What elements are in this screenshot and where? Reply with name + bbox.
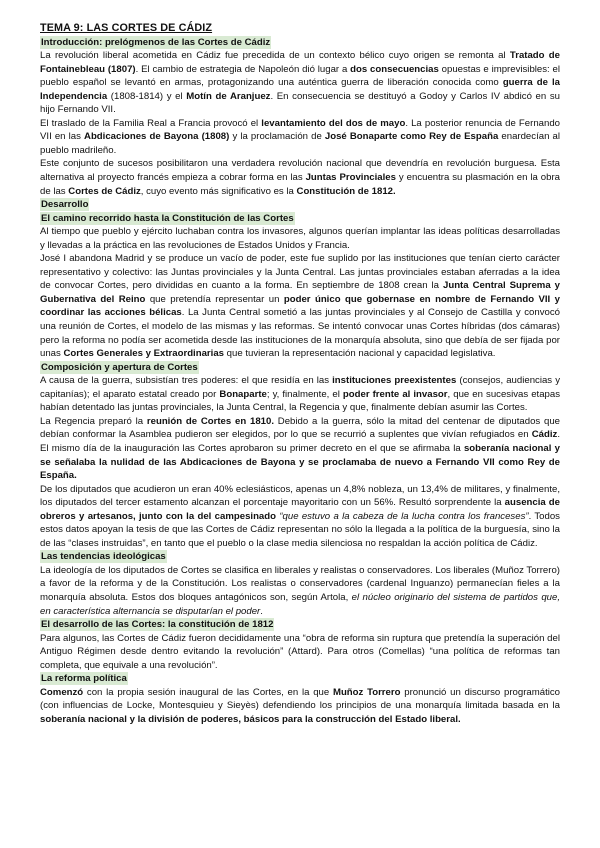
section-heading-text: Composición y apertura de Cortes [41, 361, 198, 373]
text-run: Para algunos, las Cortes de Cádiz fueron decididamente una “obra de reforma sin ruptura que pretendía la superación del Antiguo Régimen desde dentro evitando la revolución” (Attard). Para otros (Comellas) “una política de reformas tan completa, que equivale a una revolución”. [40, 632, 560, 671]
text-run: . La posterior renuncia de Fernando VII en las [40, 117, 561, 143]
section-heading-text: La reforma política [41, 673, 127, 685]
paragraph [40, 374, 560, 415]
bold-text-run: soberanía nacional y se señalaba la nulidad de las Abdicaciones de Bayona y se proclamaba de nuevo a Fernando VII como Rey de España. [40, 442, 560, 482]
text-run: , cuyo evento más significativo es la [140, 185, 297, 197]
text-run: . El mismo día de la inauguración las Cortes aprobaron su primer decreto en el que se afirmaba la [40, 429, 560, 454]
text-run: que tuvieran la representación nacional y capacidad legislativa. [224, 348, 496, 360]
text-run: pronunció un discurso programático (con influencias de Locke, Montesquieu y Sieyès) defendiendo los principios de una monarquía limitada basada en la [40, 686, 560, 712]
text-run: Al tiempo que pueblo y ejército luchaban contra los invasores, algunos querían implantar las ideas políticas desarrolladas y llevadas a la práctica en las revoluciones de Estados Unidos y Francia. [40, 226, 560, 251]
text-run: El traslado de la Familia Real a Francia provocó el [40, 117, 262, 129]
text-run: . La Junta Central sometió a las juntas provinciales y al Consejo de Castilla y convocó una reunión de Cortes, el modelo de las mismas y las reformas. Se intentó convocar unas Cortes híbridas (dos cámaras) pero la reforma no podía ser acometida desde las instituciones de la monarquía absoluta, sino que debía de ser fijada por unas [40, 307, 560, 360]
bold-text-run: José Bonaparte como Rey de España [324, 131, 499, 143]
bold-text-run: guerra de la Independencia [40, 77, 560, 102]
text-run: (1808-1814) y el [107, 90, 187, 102]
bold-text-run: poder único que gobernase en nombre de Fernando VII y coordinar las acciones bélicas [40, 293, 560, 319]
bold-text-run: Muñoz Torrero [332, 686, 401, 698]
section-heading-introduccion [40, 36, 560, 50]
bold-text-run: levantamiento del dos de mayo [261, 117, 406, 129]
section-heading-text: El camino recorrido hasta la Constitución de las Cortes [41, 212, 294, 224]
text-run: A causa de la guerra, subsistían tres poderes: el que residía en las [40, 375, 333, 387]
section-heading-text: El desarrollo de las Cortes: la constitución de 1812 [41, 619, 274, 631]
bold-text-run: instituciones preexistentes [332, 375, 457, 387]
section-heading-desarrollo [40, 198, 560, 212]
text-run: ; y, finalmente, el [266, 388, 343, 400]
text-run: . Todos estos datos apoyan la tesis de que las Cortes de Cádiz representan no sólo la llegada a la política de la burguesía, sino la de las “clases instruidas”, en tanto que el pueblo o la clase media silenciosa no respaldan la acción política de Cádiz. [40, 510, 560, 549]
paragraph [40, 564, 560, 618]
paragraph [40, 252, 560, 360]
text-run: y la proclamación de [229, 131, 325, 143]
text-run: Debido a la guerra, sólo la mitad del centenar de diputados que debían conformar la Asamblea pudieron ser elegidos, por lo que se recurrió a suplentes que vivían refugiados en [40, 415, 560, 441]
bold-text-run: Constitución de 1812. [296, 185, 396, 197]
paragraph [40, 632, 560, 673]
bold-text-run: ausencia de obreros y artesanos, junto con la del campesinado [40, 497, 560, 522]
bold-text-run: dos consecuencias [350, 63, 439, 75]
bold-text-run: Motín de Aranjuez [186, 90, 271, 102]
bold-text-run: poder frente al invasor [342, 388, 448, 400]
text-run: con la propia sesión inaugural de las Cortes, en la que [83, 686, 333, 698]
section-heading-desarrollo-cortes-1812 [40, 618, 560, 632]
text-run: que pretendía representar un [145, 293, 284, 305]
text-run: . [260, 605, 263, 617]
text-run: enardecían al pueblo madrileño. [40, 131, 560, 156]
paragraph [40, 49, 560, 117]
bold-text-run: Cortes Generales y Extraordinarias [63, 348, 224, 360]
paragraph [40, 483, 560, 551]
section-heading-text: Las tendencias ideológicas [41, 551, 166, 563]
text-run: , que en sucesivas etapas habían detentado las juntas provinciales, la Junta Central, la Regencia y que, finalmente debían asumir las Cortes. [40, 388, 561, 414]
section-heading-tendencias-ideologicas [40, 550, 560, 564]
section-heading-reforma-politica [40, 672, 560, 686]
bold-text-run: Abdicaciones de Bayona (1808) [84, 131, 230, 143]
section-heading-camino-recorrido [40, 212, 560, 226]
bold-text-run: Bonaparte [219, 388, 267, 400]
text-run: La Regencia preparó la [40, 415, 147, 427]
text-run: (consejos, audiencias y capitanías); el aparato estatal creado por [40, 375, 560, 400]
paragraph [40, 225, 560, 252]
paragraph [40, 157, 560, 198]
bold-text-run: soberanía nacional y la división de poderes, básicos para la construcción del Estado liberal. [40, 713, 461, 725]
bold-text-run: Cádiz [531, 429, 558, 441]
paragraph [40, 415, 560, 483]
document-title: TEMA 9: LAS CORTES DE CÁDIZ [40, 22, 213, 34]
bold-text-run: reunión de Cortes en 1810. [146, 415, 274, 427]
paragraph [40, 686, 560, 727]
text-run: La ideología de los diputados de Cortes se clasifica en liberales y realistas o conservadores. Los liberales (Muñoz Torrero) a favor de la reforma y de la Constitución. Los realistas o conservadores (cardenal Inguanzo) permanecían fieles a la monarquía absoluta. Estos dos bloques antagónicos son, según Artola, [40, 564, 560, 603]
paragraph [40, 117, 560, 158]
text-run: . En consecuencia se destituyó a Godoy y Carlos IV abdicó en su hijo Fernando VII. [40, 90, 560, 116]
section-heading-text: Desarrollo [41, 199, 89, 211]
italic-text-run: “que estuvo a la cabeza de la lucha contra los franceses” [276, 510, 529, 522]
bold-text-run: Tratado de Fontainebleau (1807) [40, 50, 560, 75]
bold-text-run: Junta Central Suprema y Gubernativa del Reino [40, 280, 560, 305]
text-run: De los diputados que acudieron un eran 40% eclesiásticos, apenas un 4,8% nobleza, un 13,4% de militares, y finalmente, los diputados del tercer estamento alcanzan el porcentaje mayoritario con un 56%. Resultó sorprendente la [40, 483, 560, 509]
text-run: opuestas e imprevisibles: el pueblo español se levantó en armas, protagonizando una auténtica guerra de liberación conocida como [40, 63, 561, 89]
section-heading-composicion-apertura [40, 361, 560, 375]
text-run: La revolución liberal acometida en Cádiz fue precedida de un contexto bélico cuyo origen se remonta al [40, 50, 510, 62]
text-run: y encuentra su plasmación en la obra de las [40, 172, 560, 197]
text-run: Este conjunto de sucesos posibilitaron una verdadera revolución nacional que devendría en revolución burguesa. Esta alternativa al proyecto francés empieza a cobrar forma en las [40, 158, 560, 184]
section-heading-text: Introducción: prelógmenos de las Cortes de Cádiz [41, 36, 271, 48]
text-run: . El cambio de estrategia de Napoleón dió lugar a [135, 63, 351, 75]
text-run: José I abandona Madrid y se produce un vacío de poder, este fue suplido por las instituciones que tenían cierto carácter representativo y colectivo: las Juntas provinciales y la Junta Central. Las juntas provinciales estaban aferradas a la idea de convocar Cortes, pero divididas en cuanto a la forma. En septiembre de 1808 crean la [40, 253, 560, 292]
italic-text-run: el núcleo originario del sistema de partidos que, en característica alternancia se disputarían el poder [40, 591, 560, 617]
bold-text-run: Comenzó [40, 686, 84, 698]
bold-text-run: Juntas Provinciales [305, 172, 396, 184]
bold-text-run: Cortes de Cádiz [68, 185, 141, 197]
